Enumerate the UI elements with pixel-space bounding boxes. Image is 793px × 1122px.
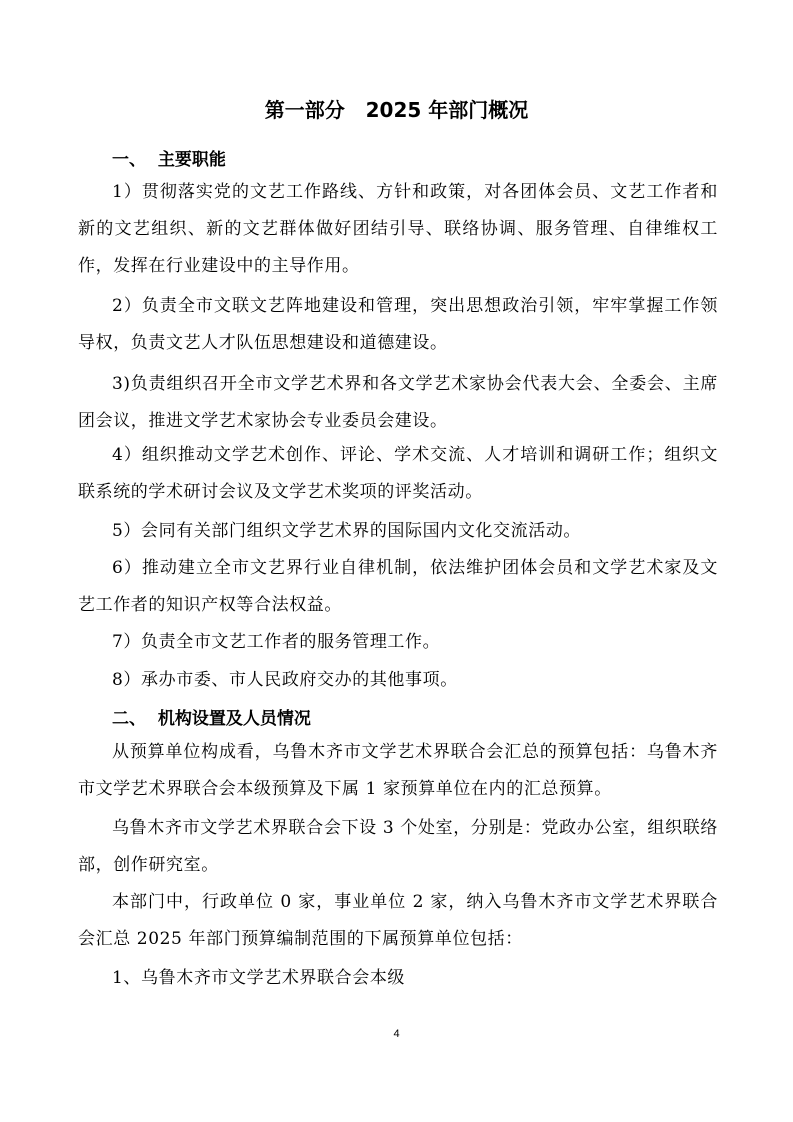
page-number: 4 — [393, 1028, 400, 1040]
paragraph-org-3: 本部门中，行政单位 0 家，事业单位 2 家，纳入乌鲁木齐市文学艺术界联合会汇总 2025 年部门预算编制范围的下属预算单位包括： — [78, 892, 718, 949]
paragraph-org-1: 从预算单位构成看，乌鲁木齐市文学艺术界联合会汇总的预算包括：乌鲁木齐市文学艺术界联合会本级预算及下属 1 家预算单位在内的汇总预算。 — [78, 742, 718, 799]
paragraph-function-6: 6）推动建立全市文艺界行业自律机制，依法维护团体会员和文学艺术家及文艺工作者的知识产权等合法权益。 — [78, 558, 718, 615]
paragraph-org-2: 乌鲁木齐市文学艺术界联合会下设 3 个处室，分别是：党政办公室，组织联络部，创作研究室。 — [78, 818, 718, 875]
paragraph-org-4: 1、乌鲁木齐市文学艺术界联合会本级 — [112, 968, 406, 988]
paragraph-function-5: 5）会同有关部门组织文学艺术界的国际国内文化交流活动。 — [112, 521, 582, 541]
paragraph-function-7: 7）负责全市文艺工作者的服务管理工作。 — [112, 632, 441, 652]
paragraph-function-8: 8）承办市委、市人民政府交办的其他事项。 — [112, 670, 458, 690]
section-heading-organization: 二、 机构设置及人员情况 — [112, 709, 311, 729]
paragraph-function-1: 1）贯彻落实党的文艺工作路线、方针和政策，对各团体会员、文艺工作者和新的文艺组织、新的文艺群体做好团结引导、联络协调、服务管理、自律维权工作，发挥在行业建设中的主导作用。 — [78, 182, 718, 276]
paragraph-function-3: 3)负责组织召开全市文学艺术界和各文学艺术家协会代表大会、全委会、主席团会议，推进文学艺术家协会专业委员会建设。 — [78, 374, 718, 431]
section-heading-functions: 一、 主要职能 — [112, 150, 226, 170]
paragraph-function-4: 4）组织推动文学艺术创作、评论、学术交流、人才培训和调研工作；组织文联系统的学术研讨会议及文学艺术奖项的评奖活动。 — [78, 445, 718, 502]
page-title: 第一部分 2025 年部门概况 — [264, 98, 529, 122]
paragraph-function-2: 2）负责全市文联文艺阵地建设和管理，突出思想政治引领，牢牢掌握工作领导权，负责文艺人才队伍思想建设和道德建设。 — [78, 296, 718, 353]
